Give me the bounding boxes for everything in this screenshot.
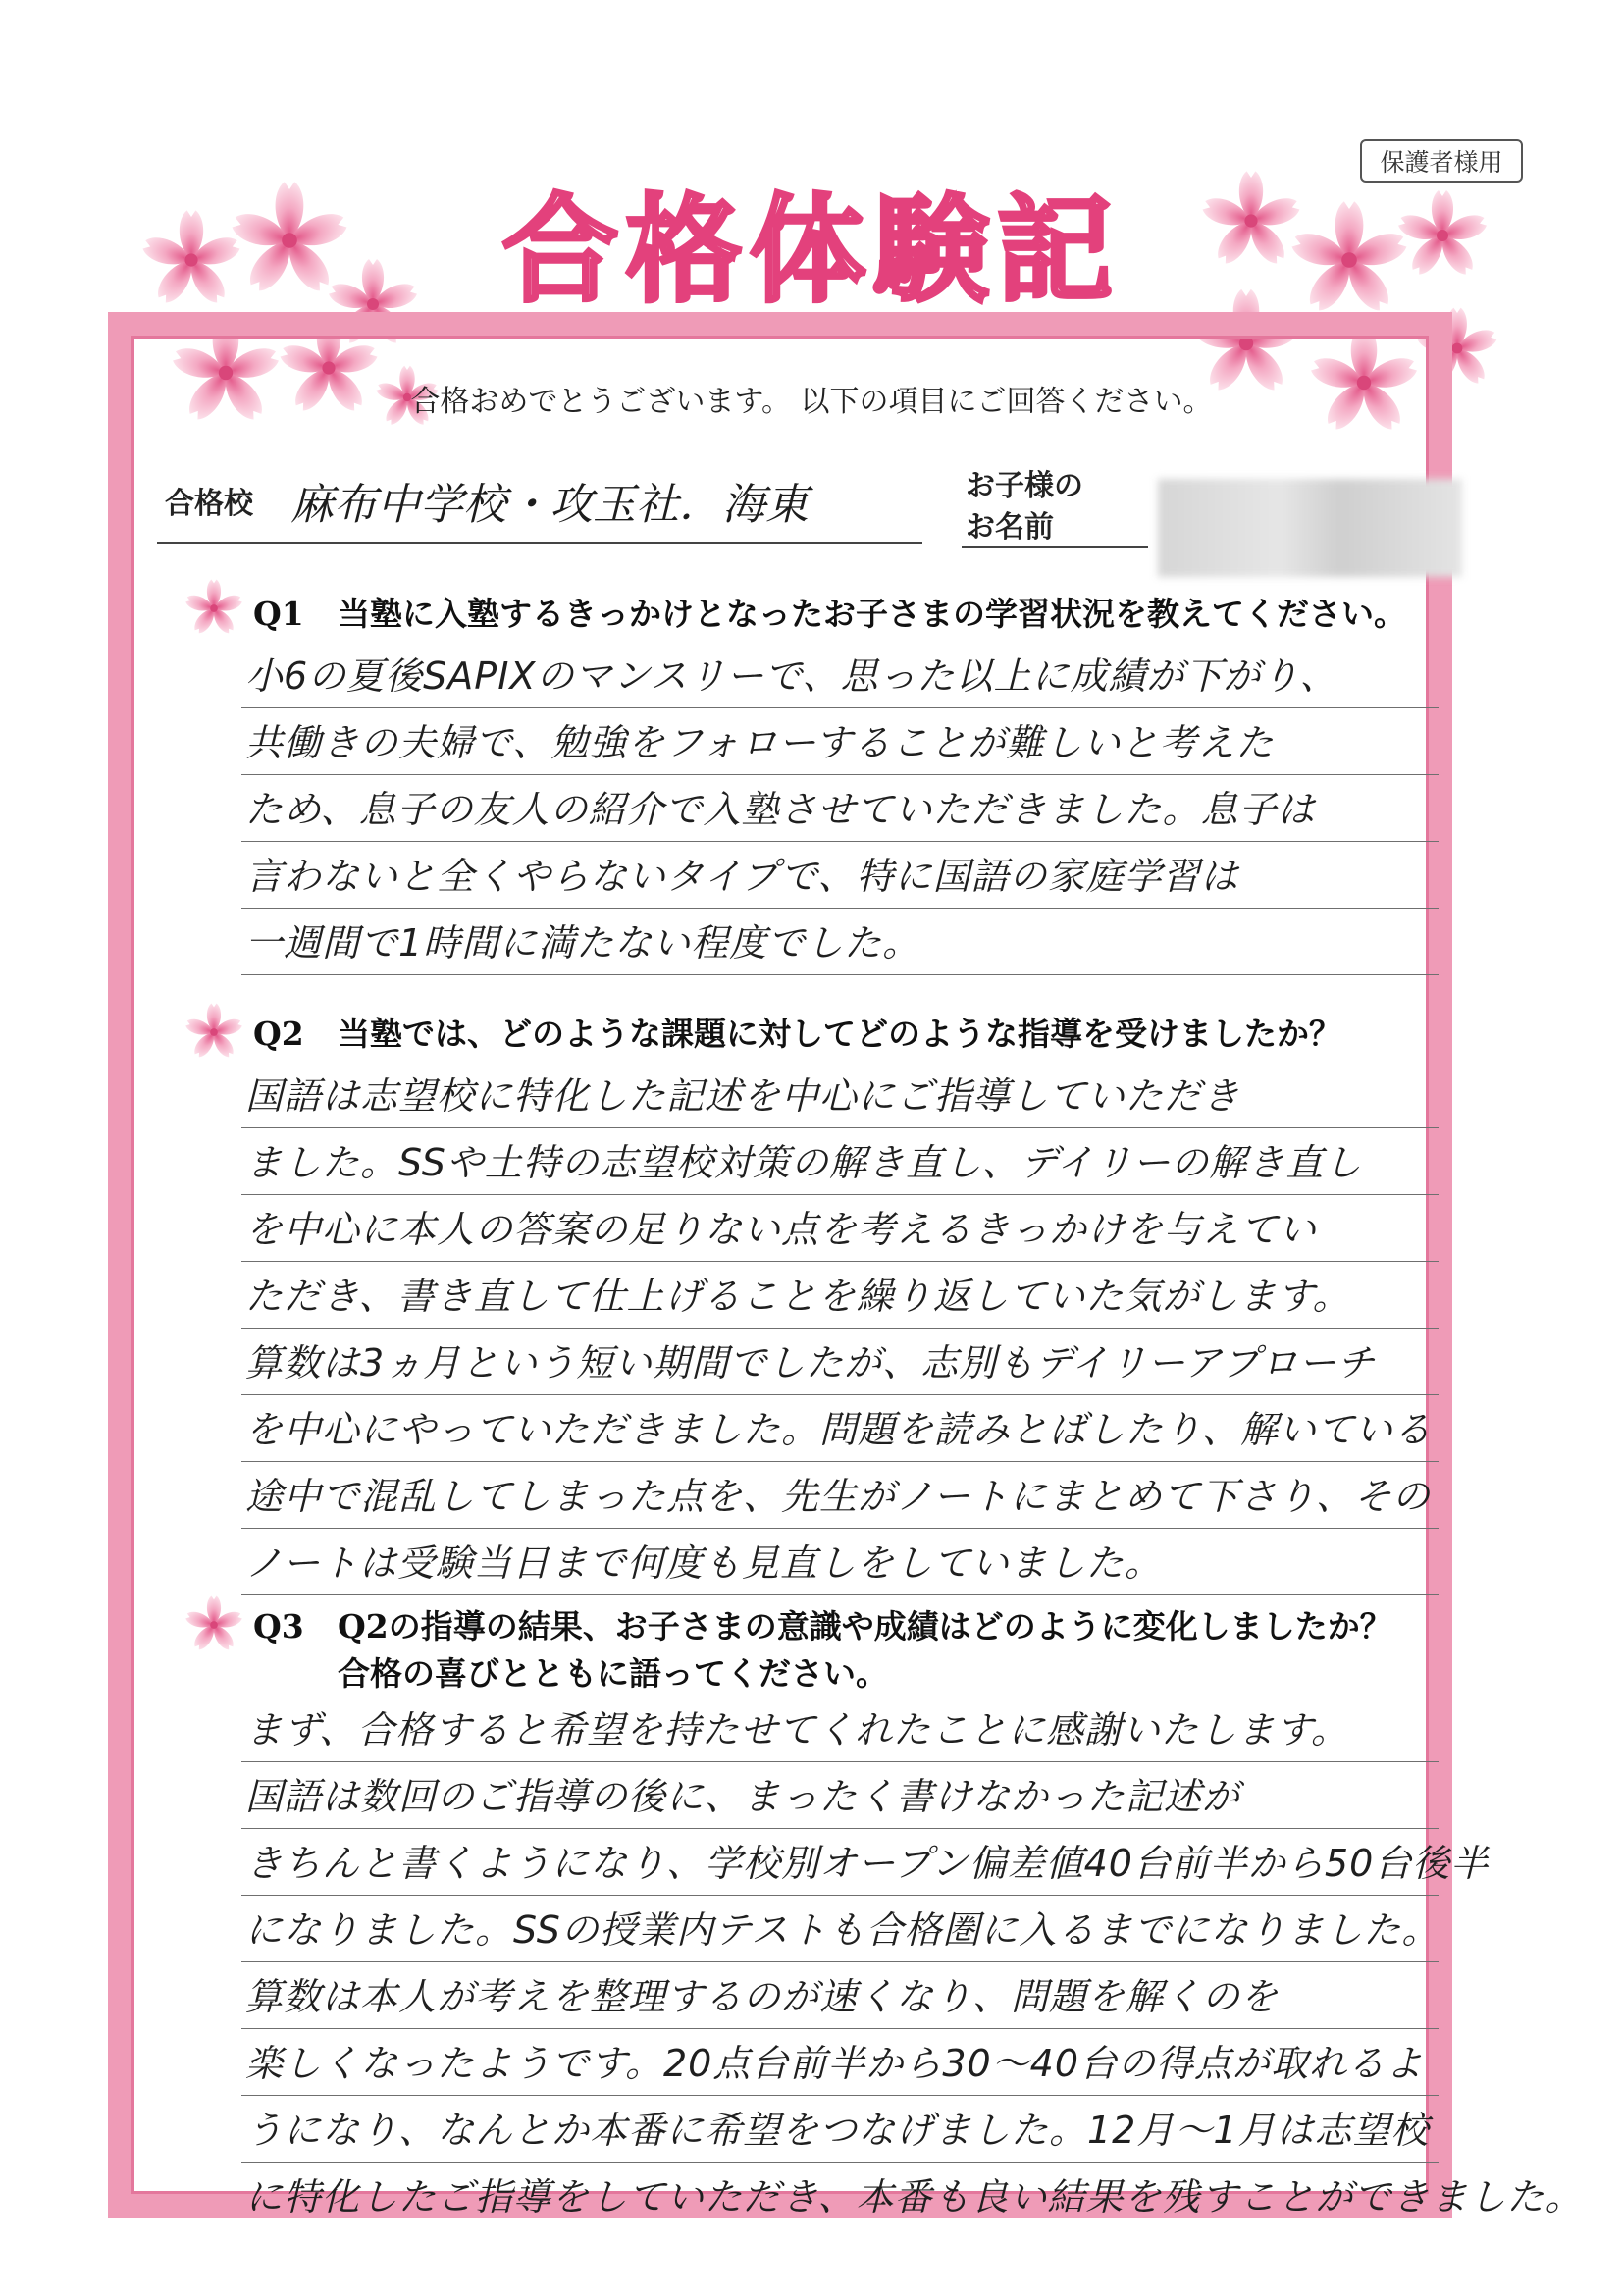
q2-answer-line-2: ました。SSや土特の志望校対策の解き直し、デイリーの解き直し bbox=[241, 1130, 1439, 1195]
q2-question: 当塾では、どのような課題に対してどのような指導を受けましたか？ bbox=[338, 1015, 1341, 1053]
q1-answer-line-1: 小6の夏後SAPIXのマンスリーで、思った以上に成績が下がり、 bbox=[241, 644, 1439, 708]
q2-flower-icon bbox=[183, 1001, 245, 1064]
q2-answer-line-6: を中心にやっていただきました。問題を読みとばしたり、解いている bbox=[241, 1397, 1439, 1462]
q1-question: 当塾に入塾するきっかけとなったお子さまの学習状況を教えてください。 bbox=[338, 595, 1406, 633]
q3-answer-line-1: まず、合格すると希望を持たせてくれたことに感謝いたします。 bbox=[241, 1697, 1439, 1762]
q1-answer-line-2: 共働きの夫婦で、勉強をフォローすることが難しいと考えた bbox=[241, 710, 1439, 775]
q3-question-1: Q2の指導の結果、お子さまの意識や成績はどのように変化しましたか？ bbox=[338, 1607, 1392, 1645]
q3-heading bbox=[253, 1601, 1392, 1647]
q1-answer-line-3: ため、息子の友人の紹介で入塾させていただきました。息子は bbox=[241, 777, 1439, 842]
q1-number: Q1 bbox=[253, 595, 304, 633]
school-value: 麻布中学校・攻玉社．海東 bbox=[290, 480, 809, 530]
guardian-badge: 保護者様用 bbox=[1360, 139, 1523, 183]
q3-flower-icon bbox=[183, 1593, 245, 1656]
child-name-redacted bbox=[1158, 479, 1462, 577]
q3-answer-line-4: になりました。SSの授業内テストも合格圏に入るまでになりました。 bbox=[241, 1898, 1439, 1962]
q3-answer-line-8: に特化したご指導をしていただき、本番も良い結果を残すことができました。 bbox=[245, 2175, 1584, 2218]
q2-heading bbox=[253, 1009, 1341, 1055]
q2-answer-line-4: ただき、書き直して仕上げることを繰り返していた気がします。 bbox=[241, 1264, 1439, 1329]
q1-answer-line-4: 言わないと全くやらないタイプで、特に国語の家庭学習は bbox=[241, 844, 1439, 909]
q3-answer-line-5: 算数は本人が考えを整理するのが速くなり、問題を解くのを bbox=[241, 1964, 1439, 2029]
q1-heading bbox=[253, 589, 1406, 635]
school-underline bbox=[157, 542, 922, 544]
q2-answer-line-5: 算数は3ヵ月という短い期間でしたが、志別もデイリーアプローチ bbox=[241, 1331, 1439, 1395]
child-name-underline bbox=[962, 546, 1148, 548]
q3-answer-line-7: うになり、なんとか本番に希望をつなげました。12月〜1月は志望校 bbox=[241, 2098, 1439, 2163]
q3-answer-line-3: きちんと書くようになり、学校別オープン偏差値40台前半から50台後半 bbox=[241, 1831, 1439, 1896]
child-name-label-2: お名前 bbox=[966, 510, 1054, 545]
q1-answer-line-5: 一週間で1時間に満たない程度でした。 bbox=[241, 911, 1439, 975]
q3-answer-line-6: 楽しくなったようです。20点台前半から30〜40台の得点が取れるよ bbox=[241, 2031, 1439, 2096]
q3-question-2: 合格の喜びとともに語ってください。 bbox=[338, 1654, 888, 1693]
q2-answer-line-8: ノートは受験当日まで何度も見直しをしていました。 bbox=[241, 1531, 1439, 1595]
school-label: 合格校 bbox=[165, 487, 253, 521]
q3-number: Q3 bbox=[253, 1607, 304, 1645]
q2-answer-line-7: 途中で混乱してしまった点を、先生がノートにまとめて下さり、その bbox=[241, 1464, 1439, 1529]
q1-flower-icon bbox=[183, 577, 245, 640]
q2-number: Q2 bbox=[253, 1015, 304, 1053]
page-title: 合格体験記 bbox=[501, 183, 1121, 318]
child-name-label-1: お子様の bbox=[966, 469, 1083, 503]
intro-text: 合格おめでとうございます。 以下の項目にご回答ください。 bbox=[410, 385, 1213, 419]
q2-answer-line-1: 国語は志望校に特化した記述を中心にご指導していただき bbox=[241, 1064, 1439, 1128]
q3-answer-line-2: 国語は数回のご指導の後に、まったく書けなかった記述が bbox=[241, 1764, 1439, 1829]
q2-answer-line-3: を中心に本人の答案の足りない点を考えるきっかけを与えてい bbox=[241, 1197, 1439, 1262]
